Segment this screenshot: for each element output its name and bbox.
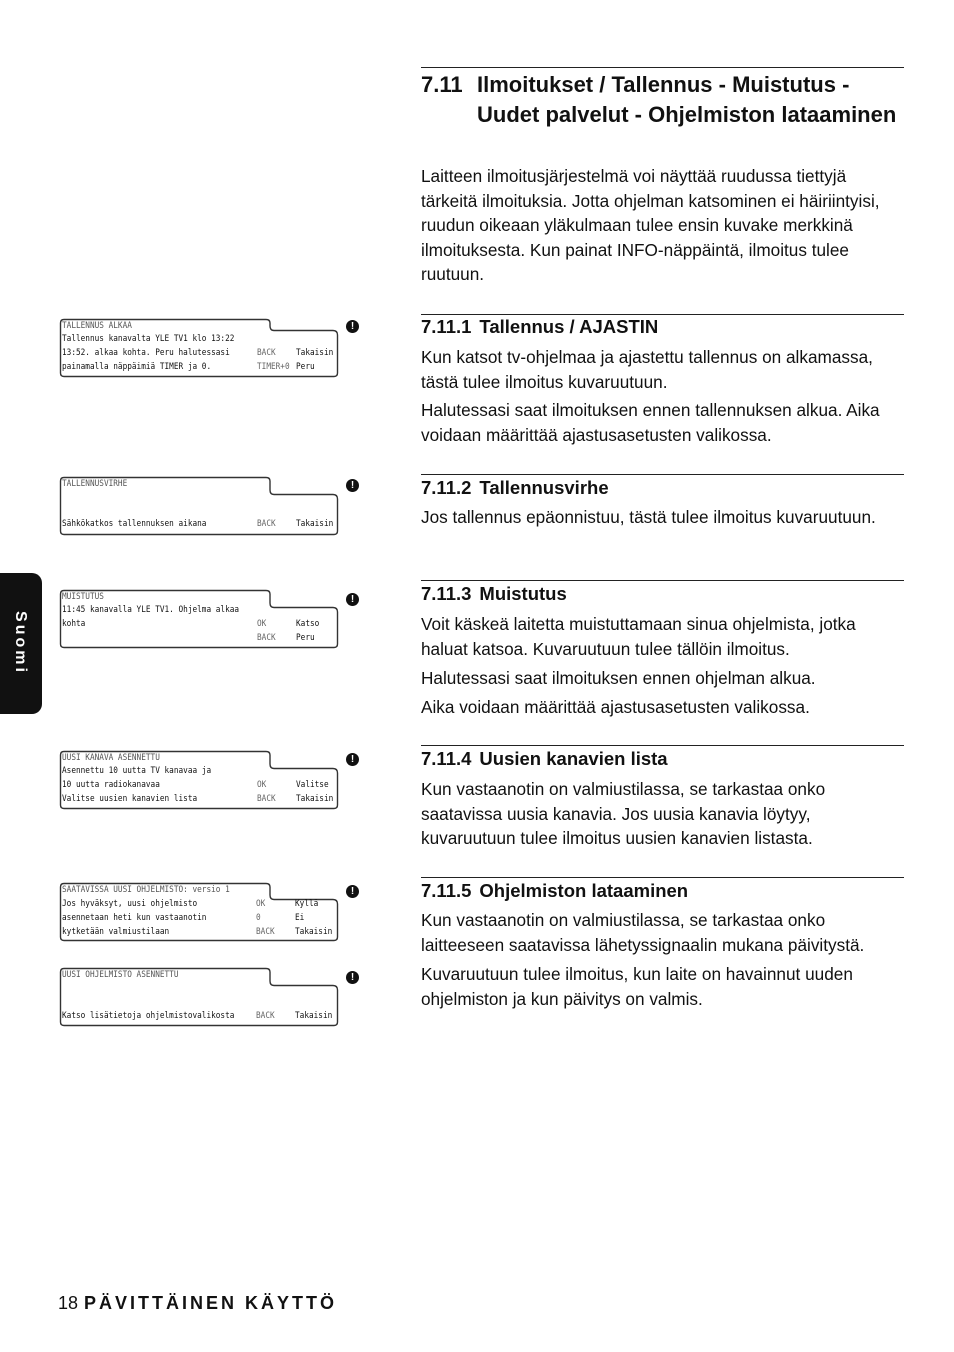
notice-screen-software-installed: [59, 967, 336, 1023]
paragraph: Halutessasi saat ilmoituksen ennen tallennuksen alkua. Aika voidaan määrittää ajastusasetusten valikossa.: [421, 400, 880, 445]
exclamation-icon: !: [346, 320, 359, 333]
subsection-rule: [421, 877, 904, 878]
key-action: Valitse: [296, 780, 329, 790]
exclamation-icon: !: [346, 753, 359, 766]
subsection-number: 7.11.1: [421, 316, 472, 337]
screen-title: UUSI OHJELMISTO ASENNETTU: [62, 970, 179, 980]
screen-line: 13:52. alkaa kohta. Peru halutessasi: [62, 348, 230, 358]
screen-title: TALLENNUS ALKAA: [62, 321, 132, 331]
key-action: Katso: [296, 619, 320, 629]
screen-line: Asennettu 10 uutta TV kanavaa ja: [62, 766, 212, 776]
notice-screen-software-available: [59, 882, 336, 938]
key-label: BACK: [256, 1011, 275, 1021]
exclamation-icon: !: [346, 479, 359, 492]
screen-title: MUISTUTUS: [62, 592, 104, 602]
paragraph: Kun vastaanotin on valmiustilassa, se tarkastaa onko saatavissa uusia kanavia. Jos uusia kanavia löytyy, kuvaruutuun tulee ilmoitus uusien kanavien listasta.: [421, 779, 826, 849]
screen-line: Sähkökatkos tallennuksen aikana: [62, 519, 207, 529]
paragraph: Jos tallennus epäonnistuu, tästä tulee ilmoitus kuvaruutuun.: [421, 507, 876, 527]
subsection-number: 7.11.5: [421, 880, 472, 901]
key-label: 0: [256, 913, 261, 923]
screen-line: asennetaan heti kun vastaanotin: [62, 913, 207, 923]
exclamation-icon: !: [346, 885, 359, 898]
page-footer: [58, 1292, 337, 1314]
paragraph: Kun katsot tv-ohjelmaa ja ajastettu tallennus on alkamassa, tästä tulee ilmoitus kuvaruutuun.: [421, 347, 873, 392]
language-label: Suomi: [12, 611, 29, 675]
key-action: Ei: [295, 913, 305, 923]
screen-line: 11:45 kanavalla YLE TV1. Ohjelma alkaa: [62, 605, 240, 615]
key-label: OK: [256, 899, 266, 909]
subsection-rule: [421, 745, 904, 746]
screen-line: Jos hyväksyt, uusi ohjelmisto: [62, 899, 198, 909]
notice-screen-recording-error: [59, 476, 336, 532]
subsection-title: Tallennus / AJASTIN: [479, 316, 659, 337]
subsection-title: Uusien kanavien lista: [479, 748, 668, 769]
key-label: OK: [257, 619, 267, 629]
paragraph: Voit käskeä laitetta muistuttamaan sinua ohjelmista, jotka haluat katsoa. Kuvaruutuun tulee tällöin ilmoitus.: [421, 614, 856, 659]
exclamation-icon: !: [346, 971, 359, 984]
subsection-heading: [421, 315, 658, 339]
key-action: Takaisin: [296, 348, 334, 358]
subsection-heading: [421, 747, 668, 771]
key-action: Takaisin: [296, 794, 334, 804]
chapter-title: PÄVITTÄINEN KÄYTTÖ: [84, 1293, 338, 1313]
key-action: Takaisin: [296, 519, 334, 529]
screen-line: kohta: [62, 619, 86, 629]
key-label: TIMER+0: [257, 362, 290, 372]
section-title: Ilmoitukset / Tallennus - Muistutus - Uudet palvelut - Ohjelmiston lataaminen: [477, 72, 897, 127]
subsection-number: 7.11.4: [421, 748, 472, 769]
screen-title: UUSI KANAVA ASENNETTU: [62, 753, 160, 763]
key-action: Kyllä: [295, 899, 319, 909]
subsection-heading: [421, 879, 688, 903]
subsection-heading: [421, 476, 609, 500]
key-label: BACK: [257, 348, 276, 358]
screen-title: SAATAVISSA UUSI OHJELMISTO: versio 1: [62, 885, 230, 895]
subsection-title: Ohjelmiston lataaminen: [479, 880, 689, 901]
subsection-title: Tallennusvirhe: [479, 477, 609, 498]
screen-line: kytketään valmiustilaan: [62, 927, 170, 937]
key-action: Takaisin: [295, 1011, 333, 1021]
page-number: 18: [58, 1293, 79, 1313]
key-action: Peru: [296, 362, 315, 372]
subsection-rule: [421, 474, 904, 475]
paragraph: Aika voidaan määrittää ajastusasetusten valikossa.: [421, 697, 810, 717]
subsection-title: Muistutus: [479, 583, 567, 604]
key-label: BACK: [256, 927, 275, 937]
key-action: Takaisin: [295, 927, 333, 937]
paragraph: Kun vastaanotin on valmiustilassa, se tarkastaa onko laitteeseen saatavissa lähetyssignaalin mukana päivitystä.: [421, 910, 865, 955]
paragraph: Halutessasi saat ilmoituksen ennen ohjelman alkua.: [421, 668, 816, 688]
screen-line: Valitse uusien kanavien lista: [62, 794, 198, 804]
screen-line: Katso lisätietoja ohjelmistovalikosta: [62, 1011, 235, 1021]
section-intro: Laitteen ilmoitusjärjestelmä voi näyttää ruudussa tiettyjä tärkeitä ilmoituksia. Jotta ohjelman katsominen ei häiriintyisi, ruudun oikeaan yläkulmaan tulee ensin kuvake merkkinä ilmoituksesta. Kun painat INFO-näppäintä, ilmoitus tulee ruutuun.: [421, 166, 880, 285]
language-side-tab: [0, 573, 42, 714]
subsection-number: 7.11.2: [421, 477, 472, 498]
notice-screen-reminder: [59, 589, 336, 645]
key-label: BACK: [257, 794, 276, 804]
exclamation-icon: !: [346, 593, 359, 606]
section-number: 7.11: [421, 72, 463, 97]
title-rule: [421, 67, 904, 68]
key-action: Peru: [296, 633, 315, 643]
screen-line: 10 uutta radiokanavaa: [62, 780, 160, 790]
key-label: BACK: [257, 633, 276, 643]
key-label: OK: [257, 780, 267, 790]
key-label: BACK: [257, 519, 276, 529]
screen-line: Tallennus kanavalta YLE TV1 klo 13:22: [62, 334, 235, 344]
subsection-heading: [421, 582, 567, 606]
screen-line: painamalla näppäimiä TIMER ja 0.: [62, 362, 212, 372]
notice-screen-recording-start: [59, 318, 336, 374]
notice-screen-new-channels: [59, 750, 336, 806]
paragraph: Kuvaruutuun tulee ilmoitus, kun laite on havainnut uuden ohjelmiston ja kun päivitys on valmis.: [421, 964, 853, 1009]
screen-title: TALLENNUSVIRHE: [62, 479, 128, 489]
subsection-number: 7.11.3: [421, 583, 472, 604]
subsection-rule: [421, 580, 904, 581]
